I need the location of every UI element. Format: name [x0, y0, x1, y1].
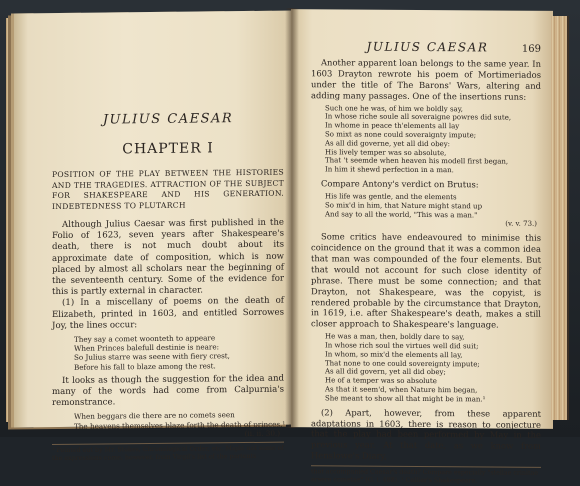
right-page — [291, 9, 553, 485]
verse-line: So mixt as none could soveraignty impute; — [325, 130, 477, 140]
verse-line: So mix'd in him, that Nature might stand up — [325, 201, 483, 211]
verse-line: His life was gentle, and the elements — [325, 192, 457, 202]
left-running-title: JULIUS CAESAR — [102, 111, 234, 128]
right-paragraph-1: Another apparent loan belongs to the same year. In 1603 Drayton rewrote his poem of Mortimeriados under the title of The Barons' Wars, altering and adding many passages. One of the insertions runs: — [311, 57, 541, 102]
verse-reference: (v. v. 73.) — [505, 219, 537, 229]
verse-line: As all did govern, yet all did obey; — [325, 367, 446, 377]
chapter-synopsis: POSITION OF THE PLAY BETWEEN THE HISTORIES AND THE TRAGEDIES. ATTRACTION OF THE SUBJECT FOR SHAKESPEARE AND HIS GENERATION. INDEBTEDNESS TO PLUTARCH — [52, 167, 284, 211]
right-page-header — [311, 39, 541, 55]
verse-line: He of a temper was so absolute — [325, 376, 437, 386]
right-page-content — [311, 39, 541, 486]
verse-line: In whom, so mix'd the elements all lay, — [325, 350, 463, 360]
verse-line: That none to one could sovereignty impute; — [325, 358, 480, 369]
left-verse-1 — [74, 333, 284, 372]
verse-line: When beggars die there are no comets seen — [74, 410, 235, 422]
verse-line: His lively temper was so absolute, — [325, 147, 447, 157]
right-paragraph-4: (2) Apart, however, from these apparent adaptations in 1603, there is reason to conjecture that the play had been performed by May in the previous year. At that date, as we know from Henslowe's Diary, — [311, 406, 541, 462]
verse-line: In whose rich soul the virtues well did suit; — [325, 341, 479, 351]
verse-line: Before his fall to blaze among the rest. — [74, 360, 216, 372]
right-verse-2 — [325, 192, 541, 229]
verse-line: He was a man, then, boldly dare to say, — [325, 332, 465, 342]
chapter-heading: CHAPTER I — [122, 140, 214, 158]
left-paragraph-3: It looks as though the suggestion for the idea and many of the words had come from Calpurnia's remonstrance. — [52, 373, 284, 409]
verse-line: In him it shewd perfection in a man. — [325, 165, 454, 175]
right-paragraph-3: Some critics have endeavoured to minimise this coincidence on the ground that it was a common idea that man was compounded of the four elements. But that would not account for such close identity of phrase. There must be some connection; and that Drayton, not Shakespeare, was the copyist, is rendered probable by the circumstance that Drayton, in 1619, i.e. after Shakespeare's death, makes a still closer approach to Shakespeare's language. — [311, 231, 541, 330]
right-verse-3 — [325, 333, 541, 405]
right-verse-1 — [325, 104, 541, 176]
left-verse-2 — [74, 410, 284, 440]
verse-line: When Princes balefull destinie is neare: — [74, 342, 219, 354]
left-paragraph-1: Although Julius Caesar was first published in the Folio of 1623, seven years after Shakespeare's death, there is not much doubt about its approximate date of composition, which is now placed by almost all scholars near the beginning of the seventeenth century. Some of the evidence for this is partly external in character. — [52, 217, 284, 298]
right-running-title: JULIUS CAESAR — [366, 39, 489, 55]
verse-line: As all did governe, yet all did obey: — [325, 139, 451, 149]
verse-line: In whome in peace th'elements all lay — [325, 121, 460, 131]
left-footnote: ¹ Pointed out by Mr. Stokes, Chronological Order, etc. Might not some of the expressions come, however, from Virgil's list of the portents — [52, 442, 284, 463]
verse-line: Such one he was, of him we boldly say, — [325, 103, 463, 113]
verse-reference: (ii. ii. 30.) — [244, 428, 280, 438]
right-paragraph-2: Compare Antony's verdict on Brutus: — [321, 178, 479, 190]
verse-line: She meant to show all that might be in man.¹ — [325, 394, 486, 404]
verse-line: That 't seemde when heaven his modell first began, — [325, 156, 509, 167]
verse-line: So Julius starre was seene with fiery crest, — [74, 351, 230, 363]
right-page-edges — [551, 16, 567, 420]
verse-line: In whose riche soule all soveraigne powres did sute, — [325, 112, 512, 123]
left-paragraph-2: (1) In a miscellany of poems on the death of Elizabeth, printed in 1603, and entitled Sorrowes Joy, the lines occur: — [52, 296, 284, 331]
page-number: 169 — [521, 43, 541, 55]
left-page-content — [52, 111, 284, 463]
verse-line: And say to all the world, "This was a man." — [325, 209, 478, 219]
verse-line: The heavens themselves blaze forth the death of princes.¹ — [74, 419, 286, 431]
right-footnote: that accompanied Caesar's death? Compare especially "stellae crinitae arsere cometae" (G. i. 488). ¹ Collier's Shakespeare. — [311, 465, 541, 486]
left-page — [14, 11, 292, 463]
book-spine-gutter — [285, 8, 299, 428]
verse-line: As that it seem'd, when Nature him began, — [325, 385, 478, 395]
verse-line: They say a comet woonteth to appeare — [74, 333, 216, 344]
